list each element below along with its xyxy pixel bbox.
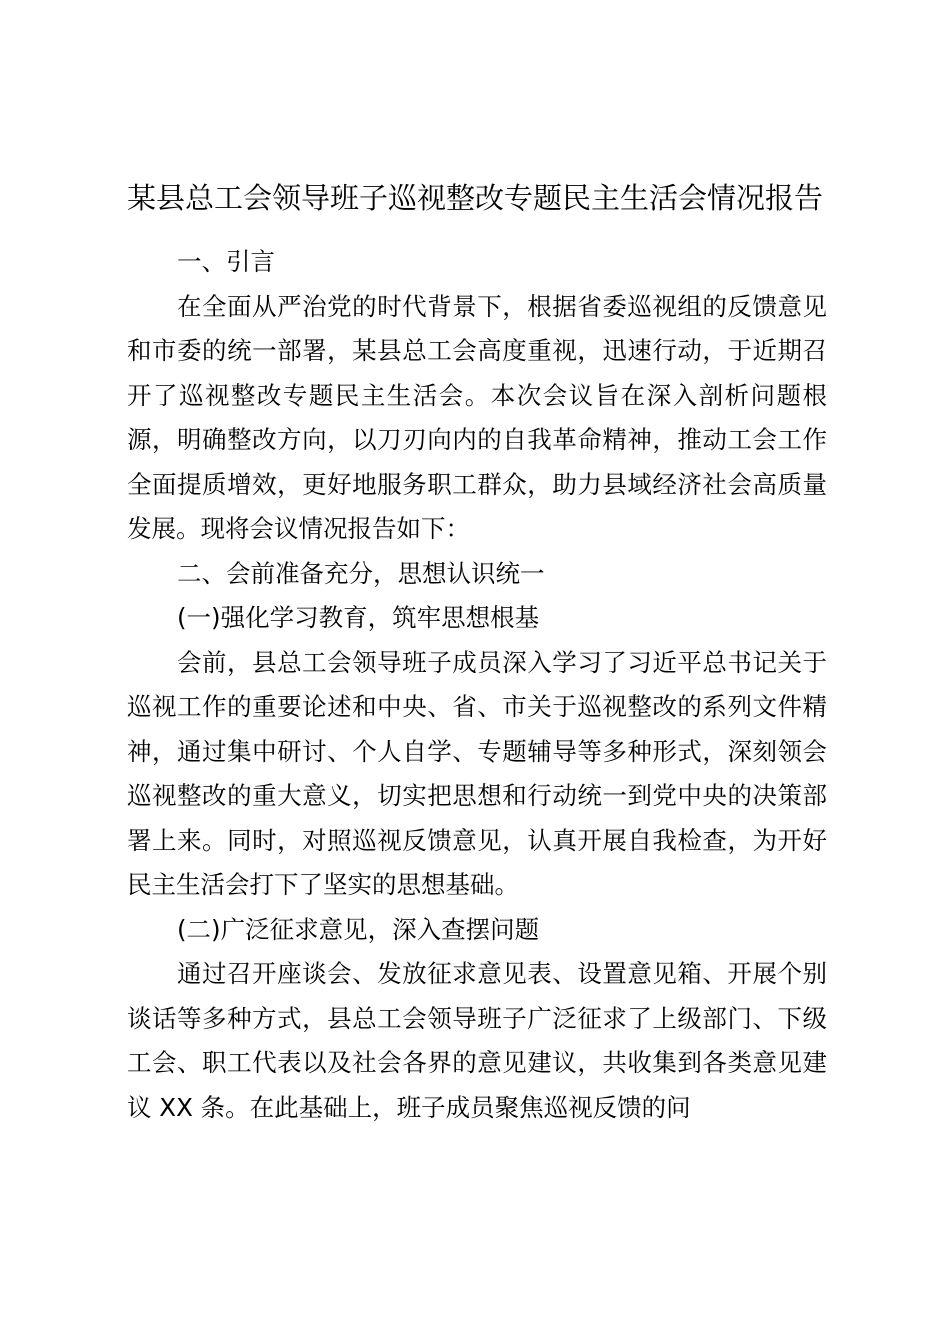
paragraph-study: 会前，县总工会领导班子成员深入学习了习近平总书记关于巡视工作的重要论述和中央、省、市关于巡视整改的系列文件精神，通过集中研讨、个人自学、专题辅导等多种形式，深刻领会巡视整改的重大意义，切实把思想和行动统一到党中央的决策部署上来。同时，对照巡视反馈意见，认真开展自我检查，为开好民主生活会打下了坚实的思想基础。 <box>127 647 827 899</box>
subsection-heading-opinions: (二)广泛征求意见，深入查摆问题 <box>177 914 540 944</box>
subsection-heading-study: (一)强化学习教育，筑牢思想根基 <box>177 603 540 632</box>
paragraph-intro: 在全面从严治党的时代背景下，根据省委巡视组的反馈意见和市委的统一部署，某县总工会高度重视，迅速行动，于近期召开了巡视整改专题民主生活会。本次会议旨在深入剖析问题根源，明确整改方向，以刀刃向内的自我革命精神，推动工会工作全面提质增效，更好地服务职工群众，助力县域经济社会高质量发展。现将会议情况报告如下： <box>127 291 827 543</box>
section-heading-preparation: 二、会前准备充分，思想认识统一 <box>177 558 545 588</box>
document-title: 某县总工会领导班子巡视整改专题民主生活会情况报告 <box>126 181 823 215</box>
section-heading-intro: 一、引言 <box>177 247 275 276</box>
document-body <box>127 240 827 1130</box>
paragraph-opinions: 通过召开座谈会、发放征求意见表、设置意见箱、开展个别谈话等多种方式，县总工会领导班子广泛征求了上级部门、下级工会、职工代表以及社会各界的意见建议，共收集到各类意见建议 XX 条。在此基础上，班子成员聚焦巡视反馈的问 <box>127 959 827 1122</box>
